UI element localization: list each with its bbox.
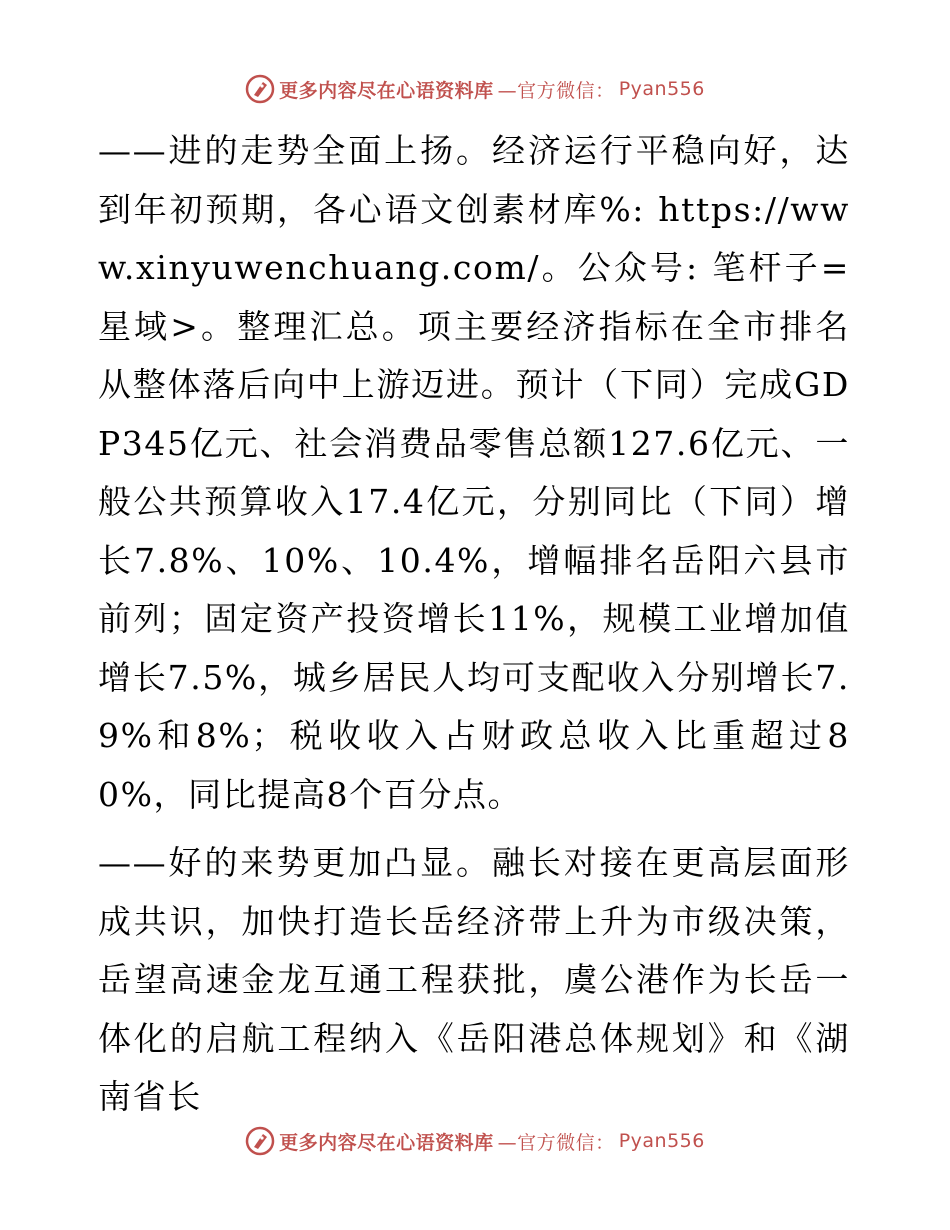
pen-nib-icon: [245, 1126, 275, 1156]
document-body: [98, 122, 850, 1127]
watermark-sub-text: —官方微信：: [497, 79, 615, 102]
watermark-handle: Pyan556: [618, 78, 705, 100]
paragraph-2: ——好的来势更加凸显。融长对接在更高层面形成共识，加快打造长岳经济带上升为市级决策，岳望高速金龙互通工程获批，虞公港作为长岳一体化的启航工程纳入《岳阳港总体规划》和《湖南省长: [98, 843, 850, 1116]
header-watermark: [0, 74, 950, 104]
watermark-sub-text: —官方微信：: [497, 1131, 615, 1154]
watermark-main-text: 更多内容尽在心语资料库: [279, 1131, 494, 1154]
pen-nib-icon: [245, 74, 275, 104]
footer-watermark: [0, 1126, 950, 1156]
watermark-main-text: 更多内容尽在心语资料库: [279, 79, 494, 102]
paragraph-1: ——进的走势全面上扬。经济运行平稳向好，达到年初预期，各心语文创素材库%: https://www.xinyuwenchuang.com/。公众号: 笔杆子=星域>。整理汇总。项主要经济指标在全市排名从整体落后向中上游迈进。预计（下同）完成GDP345亿元、社会消费品零售总额127.6亿元、一般公共预算收入17.4亿元，分别同比（下同）增长7.8%、10%、10.4%，增幅排名岳阳六县市前列；固定资产投资增长11%，规模工业增加值增长7.5%，城乡居民人均可支配收入分别增长7.9%和8%；税收收入占财政总收入比重超过80%，同比提高8个百分点。: [98, 131, 850, 814]
watermark-handle: Pyan556: [618, 1130, 705, 1152]
